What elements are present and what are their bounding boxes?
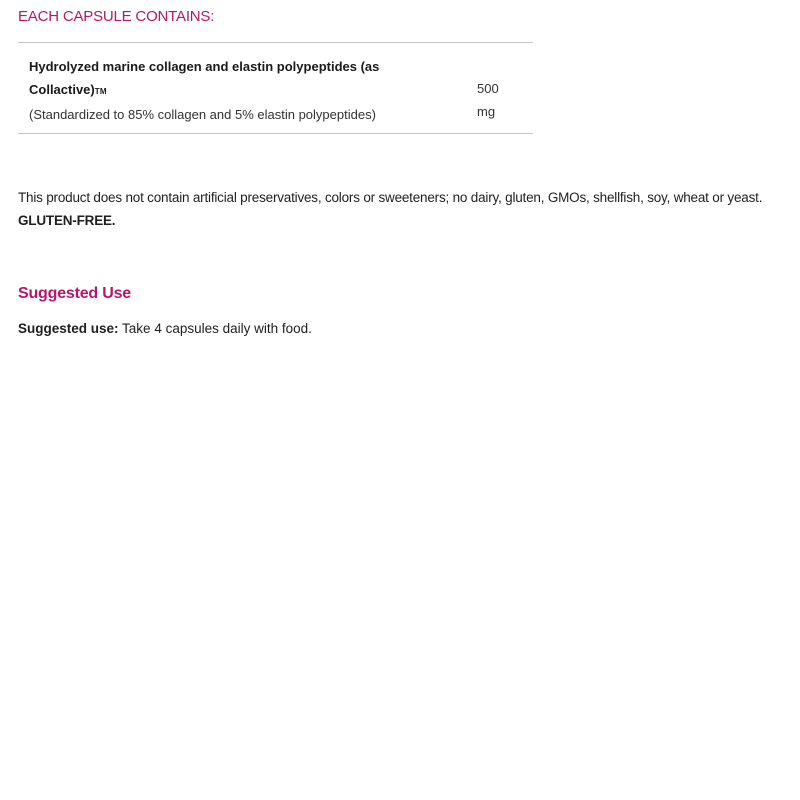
ingredient-name [29,55,449,103]
disclaimer-text: This product does not contain artificial preservatives, colors or sweeteners; no dairy, gluten, GMOs, shellfish, soy, wheat or yeast. [18,190,763,205]
suggested-use-label: Suggested use: [18,321,119,336]
ingredient-standardization-note: (Standardized to 85% collagen and 5% elastin polypeptides) [29,107,376,122]
amount-value: 500 [477,81,499,96]
gluten-free-label: GLUTEN-FREE. [18,213,116,228]
ingredient-row [29,55,449,126]
amount-unit: mg [477,104,496,119]
ingredient-amount [477,77,517,123]
table-bottom-divider [18,133,533,134]
suggested-use-instructions: Take 4 capsules daily with food. [122,321,312,336]
suggested-use-text [18,318,312,340]
allergen-disclaimer [18,186,793,232]
ingredient-name-text: Hydrolyzed marine collagen and elastin polypeptides (as Collactive) [29,59,380,97]
table-top-divider [18,42,533,43]
capsule-contents-heading: EACH CAPSULE CONTAINS: [18,8,215,25]
suggested-use-heading: Suggested Use [18,285,131,302]
trademark-mark: TM [94,87,107,96]
